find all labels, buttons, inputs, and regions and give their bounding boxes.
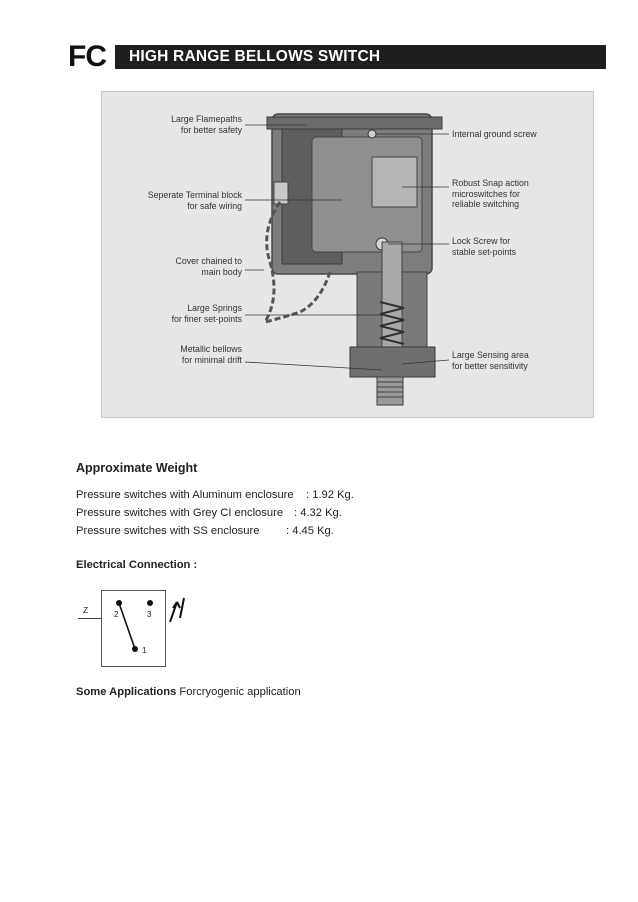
weight-value: : 4.32 Kg.	[294, 507, 342, 519]
microswitch	[372, 157, 417, 207]
callout-microswitches: Robust Snap action microswitches for reliable switching	[452, 178, 529, 209]
callout-sensing-area: Large Sensing area for better sensitivity	[452, 350, 529, 371]
callout-large-springs: Large Springs for finer set-points	[171, 303, 242, 324]
weight-label: Pressure switches with Grey CI enclosure	[76, 507, 284, 519]
terminal-block	[274, 182, 288, 204]
switch-schematic-diagram	[102, 591, 165, 666]
flange-top	[267, 117, 442, 129]
terminal-2-label: 2	[114, 610, 119, 619]
callout-flamepaths: Large Flamepaths for better safety	[171, 114, 242, 135]
header-code: FC	[68, 40, 106, 73]
applications-row	[76, 686, 301, 698]
applications-text: Forcryogenic application	[179, 686, 301, 698]
terminal-3-dot	[147, 600, 153, 606]
ground-screw	[368, 130, 376, 138]
weight-label: Pressure switches with Aluminum enclosure	[76, 489, 294, 501]
z-label: Z	[83, 605, 89, 615]
bellows	[377, 377, 403, 405]
page-title: HIGH RANGE BELLOWS SWITCH	[129, 48, 381, 65]
callout-lock-screw: Lock Screw for stable set-points	[452, 236, 517, 257]
callout-ground-screw: Internal ground screw	[452, 129, 537, 139]
product-figure	[101, 91, 594, 418]
weight-value: : 4.45 Kg.	[286, 525, 334, 537]
terminal-3-label: 3	[147, 610, 152, 619]
callout-terminal-block: Seperate Terminal block for safe wiring	[147, 190, 242, 211]
callout-cover-chain: Cover chained to main body	[175, 256, 242, 277]
weight-row	[76, 525, 334, 537]
switch-contact-arm	[119, 603, 135, 649]
weight-row	[76, 507, 342, 519]
rising-pressure-arrow-icon	[166, 594, 188, 626]
applications-label: Some Applications	[76, 686, 177, 698]
weight-heading: Approximate Weight	[76, 461, 198, 475]
header-bar	[115, 45, 606, 69]
switch-schematic	[101, 590, 166, 667]
electrical-heading: Electrical Connection :	[76, 559, 198, 571]
terminal-1-label: 1	[142, 646, 147, 655]
z-lead-line	[78, 618, 101, 619]
weight-label: Pressure switches with SS enclosure	[76, 525, 260, 537]
callout-metallic-bellows: Metallic bellows for minimal drift	[180, 344, 242, 365]
weight-value: : 1.92 Kg.	[306, 489, 354, 501]
weight-row	[76, 489, 354, 501]
